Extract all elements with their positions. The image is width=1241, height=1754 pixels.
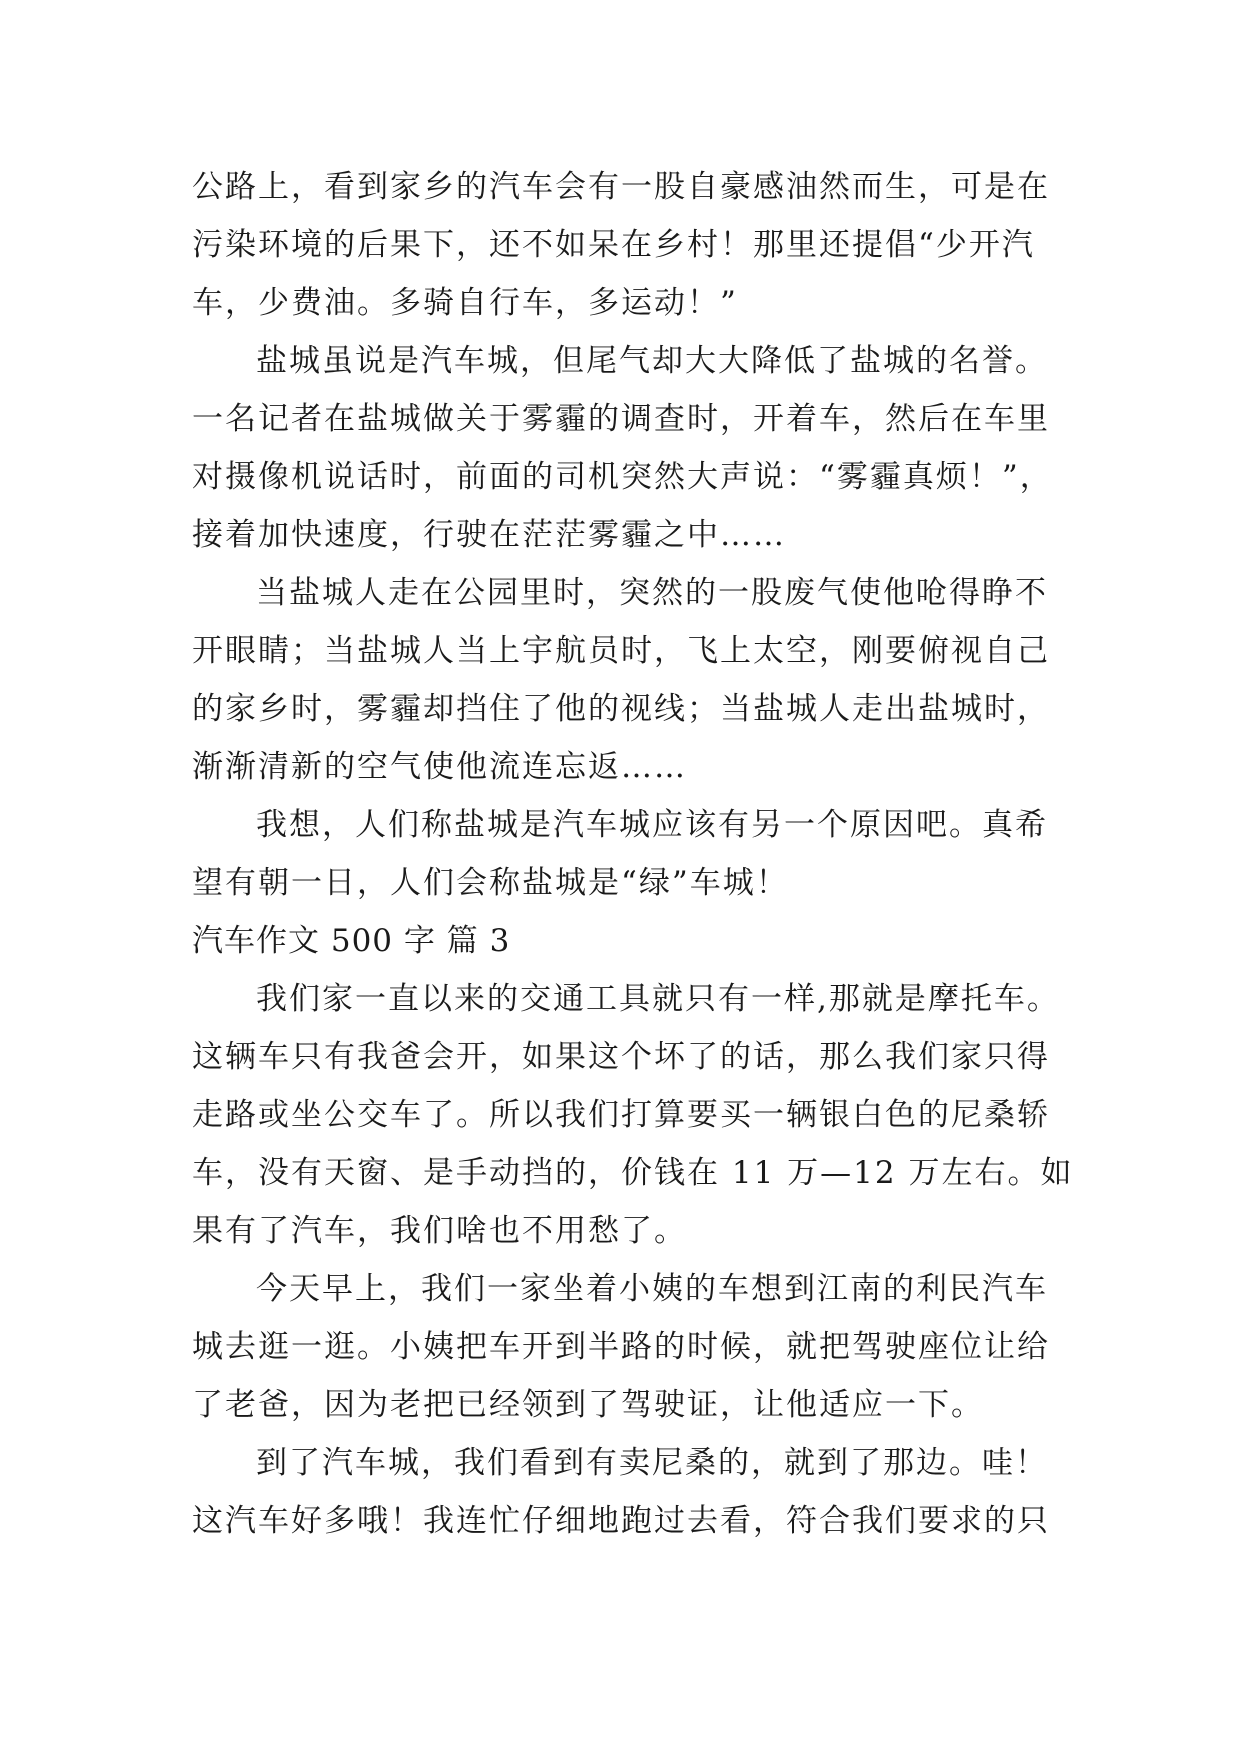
text-line: 城去逛一逛。小姨把车开到半路的时候，就把驾驶座位让给 bbox=[192, 1329, 1050, 1365]
paragraph-first-line: 到了汽车城，我们看到有卖尼桑的，就到了那边。哇！ bbox=[256, 1445, 1048, 1481]
paragraph-first-line: 今天早上，我们一家坐着小姨的车想到江南的利民汽车 bbox=[256, 1271, 1048, 1307]
text-line: 的家乡时，雾霾却挡住了他的视线；当盐城人走出盐城时， bbox=[192, 691, 1050, 727]
text-line: 接着加快速度，行驶在茫茫雾霾之中…… bbox=[192, 517, 786, 553]
text-line: 一名记者在盐城做关于雾霾的调查时，开着车，然后在车里 bbox=[192, 401, 1050, 437]
paragraph-first-line: 我想，人们称盐城是汽车城应该有另一个原因吧。真希 bbox=[256, 807, 1048, 843]
text-line: 对摄像机说话时，前面的司机突然大声说：“雾霾真烦！”， bbox=[192, 459, 1053, 495]
paragraph-first-line: 我们家一直以来的交通工具就只有一样,那就是摩托车。 bbox=[256, 981, 1060, 1017]
document-body bbox=[192, 158, 1074, 1550]
text-line: 走路或坐公交车了。所以我们打算要买一辆银白色的尼桑轿 bbox=[192, 1097, 1050, 1133]
text-line: 这辆车只有我爸会开，如果这个坏了的话，那么我们家只得 bbox=[192, 1039, 1050, 1075]
text-line: 车，没有天窗、是手动挡的，价钱在 11 万—12 万左右。如 bbox=[192, 1155, 1074, 1191]
text-line: 这汽车好多哦！我连忙仔细地跑过去看，符合我们要求的只 bbox=[192, 1503, 1050, 1539]
section-heading: 汽车作文 500 字 篇 3 bbox=[192, 923, 511, 959]
text-line: 开眼睛；当盐城人当上宇航员时，飞上太空，刚要俯视自己 bbox=[192, 633, 1050, 669]
paragraph-first-line: 盐城虽说是汽车城，但尾气却大大降低了盐城的名誉。 bbox=[256, 343, 1048, 379]
paragraph-first-line: 当盐城人走在公园里时，突然的一股废气使他呛得睁不 bbox=[256, 575, 1048, 611]
text-line: 了老爸，因为老把已经领到了驾驶证，让他适应一下。 bbox=[192, 1387, 984, 1423]
text-line: 望有朝一日，人们会称盐城是“绿”车城！ bbox=[192, 865, 789, 901]
text-line: 污染环境的后果下，还不如呆在乡村！那里还提倡“少开汽 bbox=[192, 227, 1035, 263]
text-line: 公路上，看到家乡的汽车会有一股自豪感油然而生，可是在 bbox=[192, 169, 1050, 205]
text-line: 车，少费油。多骑自行车，多运动！” bbox=[192, 285, 738, 321]
text-line: 果有了汽车，我们啥也不用愁了。 bbox=[192, 1213, 687, 1249]
text-line: 渐渐清新的空气使他流连忘返…… bbox=[192, 749, 687, 785]
